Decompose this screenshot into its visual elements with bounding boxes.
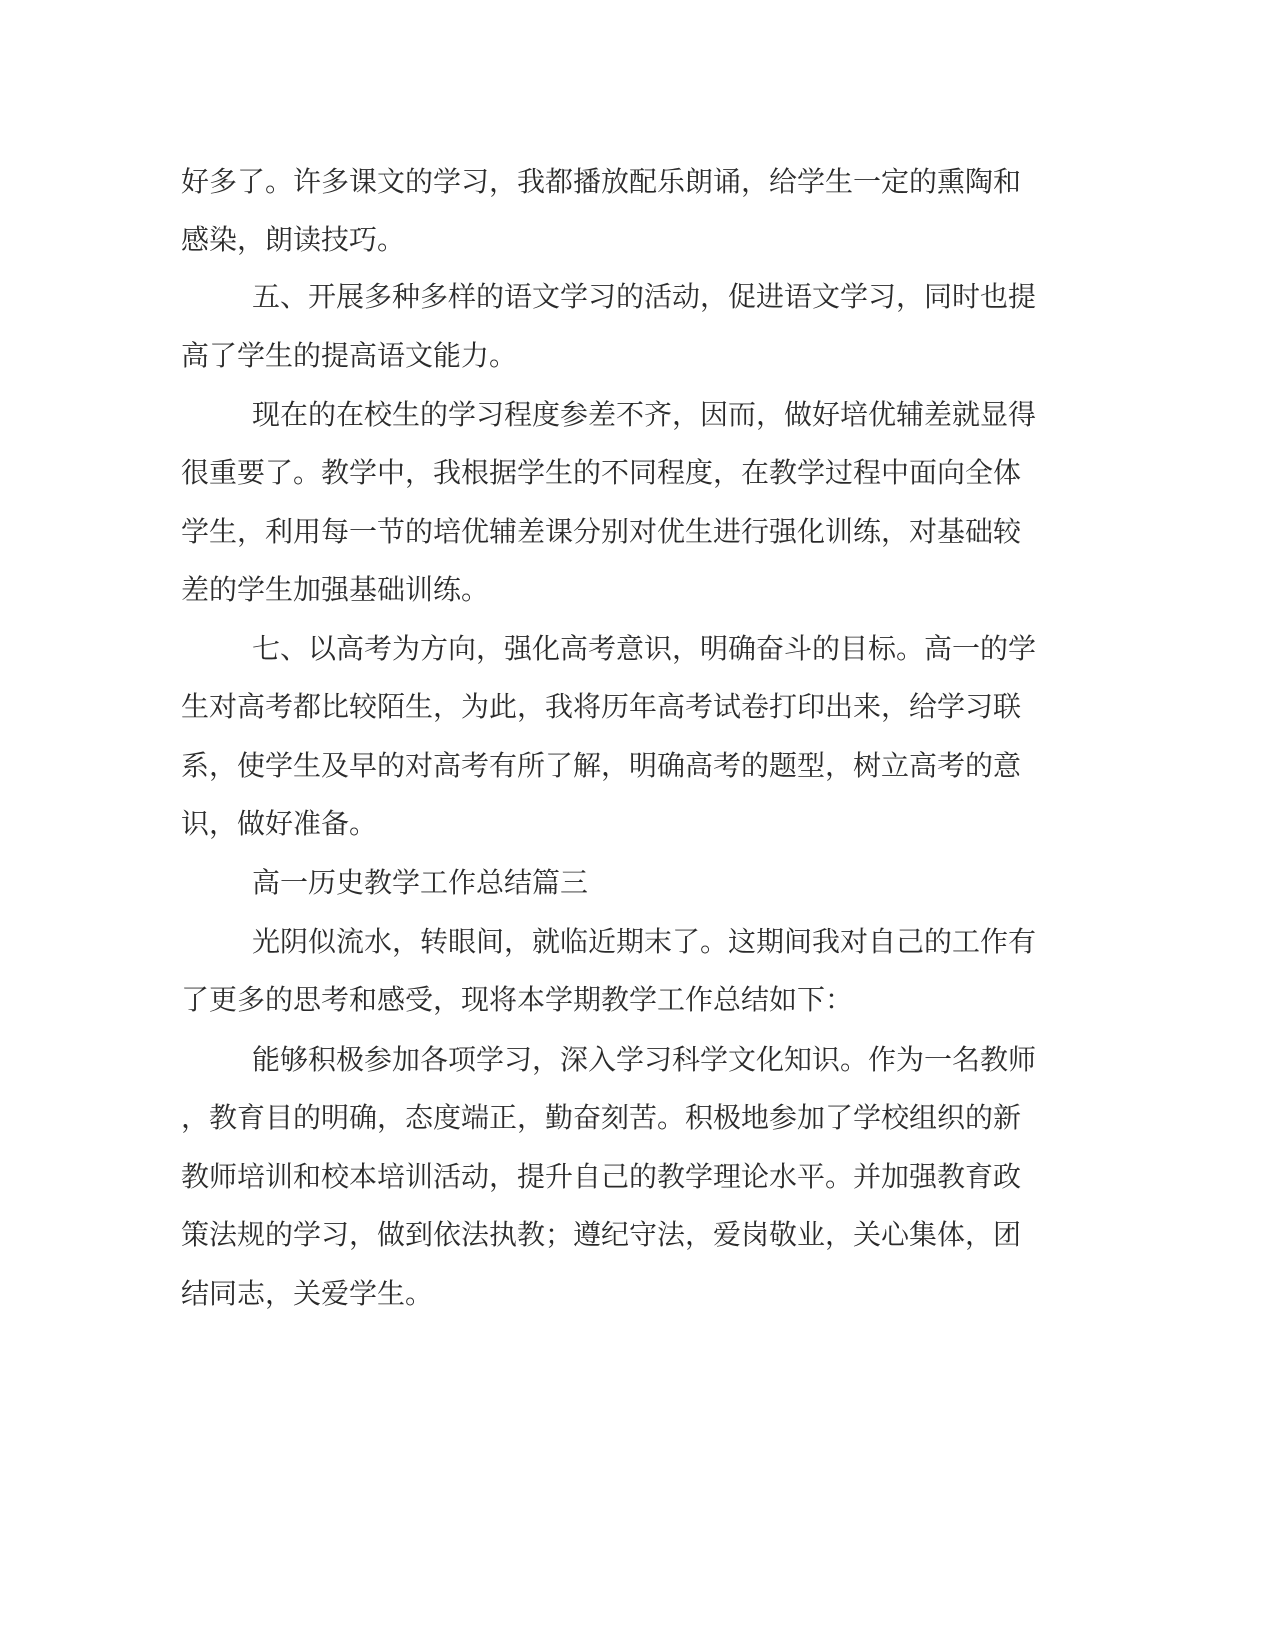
text-line-14: 光阴似流水，转眼间，就临近期末了。这期间我对自己的工作有 — [252, 925, 1037, 958]
text-line-3: 五、开展多种多样的语文学习的活动，促进语文学习，同时也提 — [252, 280, 1037, 313]
text-line-4: 高了学生的提高语文能力。 — [181, 339, 518, 372]
text-line-19: 策法规的学习，做到依法执教；遵纪守法，爱岗敬业，关心集体，团 — [181, 1218, 1022, 1251]
text-line-9: 七、以高考为方向，强化高考意识，明确奋斗的目标。高一的学 — [252, 632, 1037, 665]
text-line-20: 结同志，关爱学生。 — [181, 1277, 434, 1310]
text-line-16: 能够积极参加各项学习，深入学习科学文化知识。作为一名教师 — [252, 1043, 1037, 1076]
text-line-15: 了更多的思考和感受，现将本学期教学工作总结如下： — [181, 983, 854, 1016]
text-line-10: 生对高考都比较陌生，为此，我将历年高考试卷打印出来，给学习联 — [181, 690, 1022, 723]
text-line-5: 现在的在校生的学习程度参差不齐，因而，做好培优辅差就显得 — [252, 398, 1037, 431]
text-line-7: 学生，利用每一节的培优辅差课分别对优生进行强化训练，对基础较 — [181, 515, 1022, 548]
text-line-2: 感染，朗读技巧。 — [181, 223, 406, 256]
text-line-8: 差的学生加强基础训练。 — [181, 573, 490, 606]
text-line-12: 识，做好准备。 — [181, 807, 378, 840]
section-heading: 高一历史教学工作总结篇三 — [252, 866, 589, 899]
text-line-6: 很重要了。教学中，我根据学生的不同程度，在教学过程中面向全体 — [181, 456, 1022, 489]
text-line-11: 系，使学生及早的对高考有所了解，明确高考的题型，树立高考的意 — [181, 749, 1022, 782]
text-line-17: ，教育目的明确，态度端正，勤奋刻苦。积极地参加了学校组织的新 — [181, 1101, 1022, 1134]
text-line-1: 好多了。许多课文的学习，我都播放配乐朗诵，给学生一定的熏陶和 — [181, 165, 1022, 198]
text-line-18: 教师培训和校本培训活动，提升自己的教学理论水平。并加强教育政 — [181, 1160, 1022, 1193]
